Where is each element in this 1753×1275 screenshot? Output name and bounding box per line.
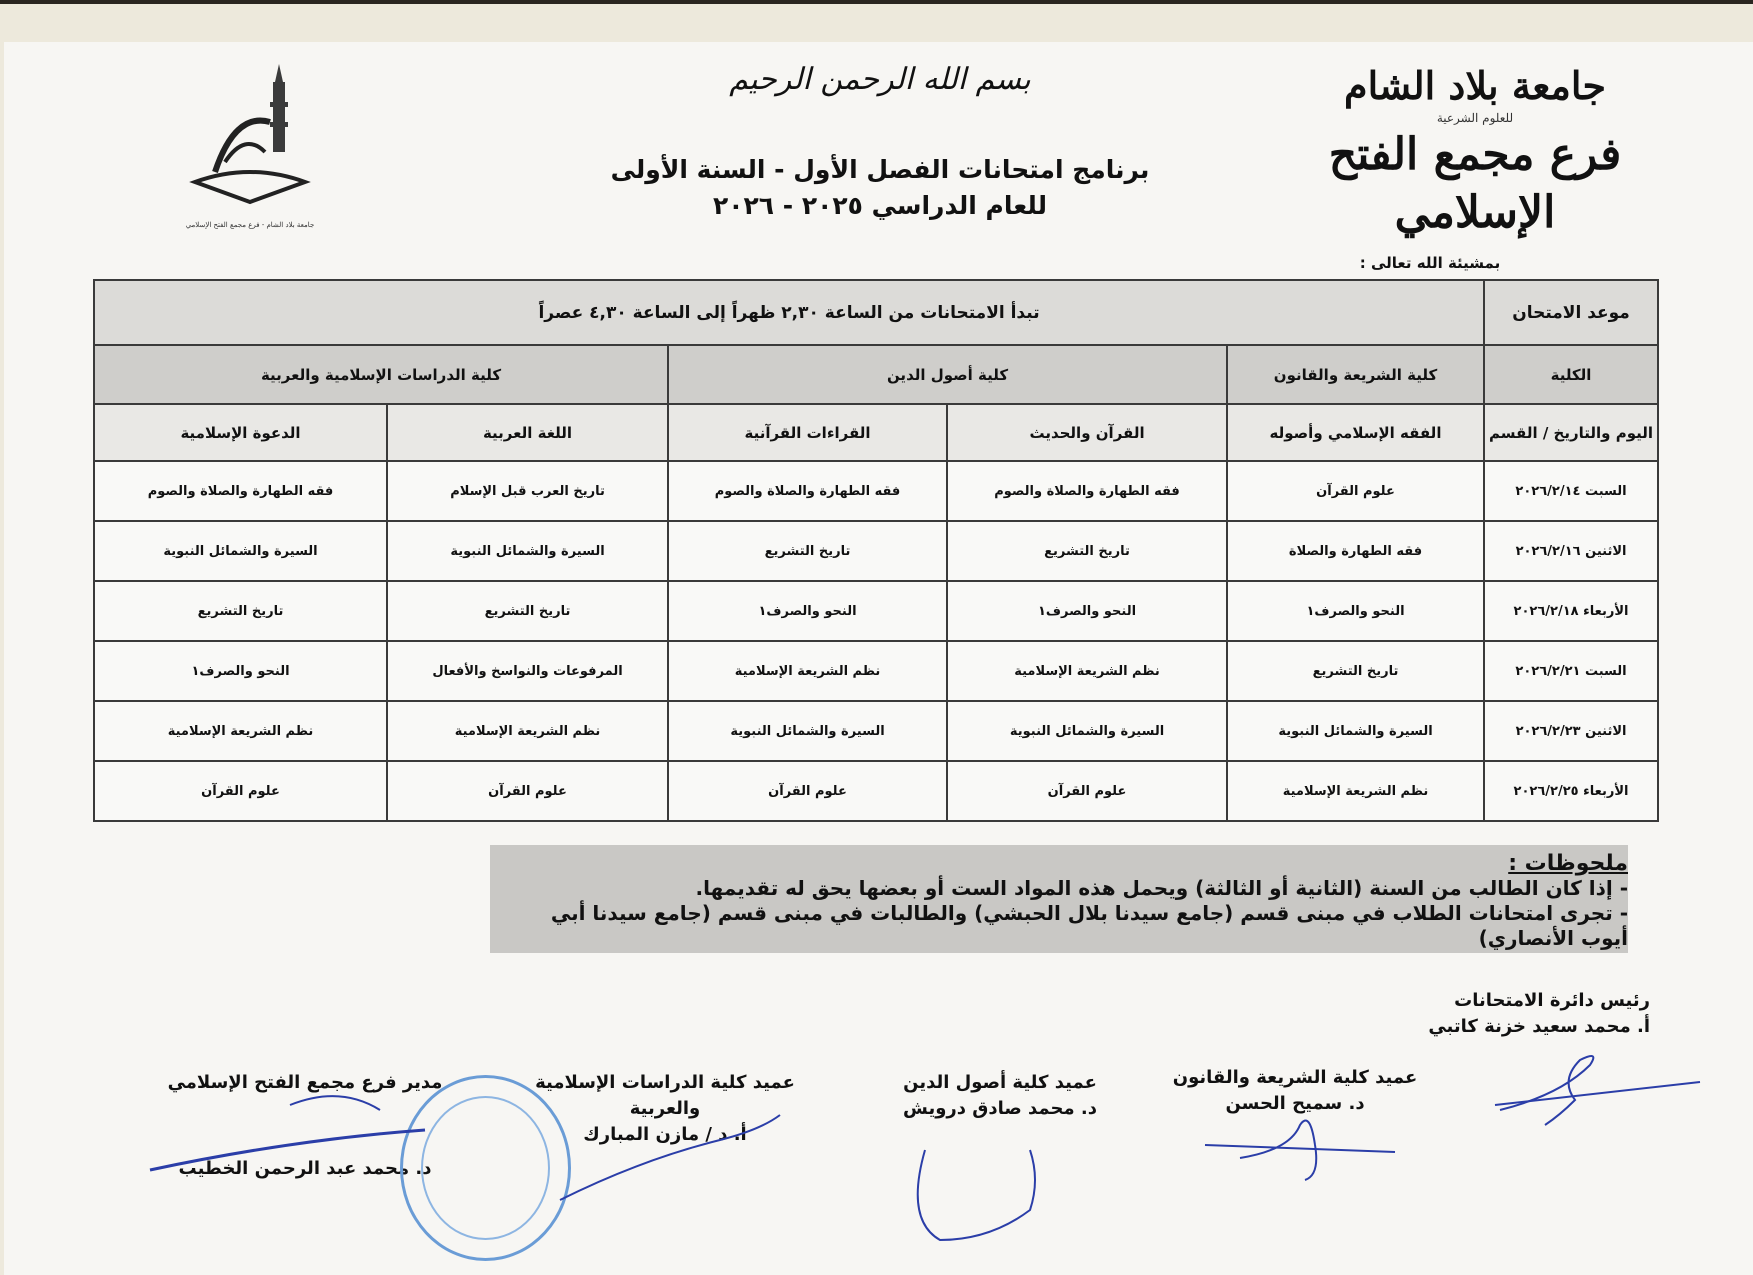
exam-subject: السيرة والشمائل النبوية bbox=[947, 701, 1227, 761]
exam-subject: السيرة والشمائل النبوية bbox=[668, 701, 947, 761]
signature-name: أ. د / مازن المبارك bbox=[583, 1124, 747, 1145]
exam-subject: فقه الطهارة والصلاة والصوم bbox=[668, 461, 947, 521]
exam-subject: النحو والصرف١ bbox=[947, 581, 1227, 641]
exam-subject: فقه الطهارة والصلاة bbox=[1227, 521, 1484, 581]
notes-heading: ملحوظات : bbox=[1508, 851, 1628, 876]
faculty-sharia: كلية الشريعة والقانون bbox=[1227, 345, 1484, 404]
exam-subject: علوم القرآن bbox=[94, 761, 387, 821]
title-line-2: للعام الدراسي ٢٠٢٥ - ٢٠٢٦ bbox=[713, 191, 1047, 220]
exam-subject: تاريخ التشريع bbox=[947, 521, 1227, 581]
note-item: - تجرى امتحانات الطلاب في مبنى قسم (جامع سيدنا بلال الحبشي) والطالبات في مبنى قسم (جامع سيدنا أبي أيوب الأنصاري) bbox=[550, 901, 1628, 950]
exam-subject: تاريخ التشريع bbox=[668, 521, 947, 581]
exam-subject: نظم الشريعة الإسلامية bbox=[947, 641, 1227, 701]
exam-subject: علوم القرآن bbox=[668, 761, 947, 821]
signature-title: رئيس دائرة الامتحانات bbox=[1454, 990, 1650, 1011]
emblem-caption: جامعة بلاد الشام - فرع مجمع الفتح الإسلامي bbox=[185, 221, 315, 229]
signature-title: عميد كلية الدراسات الإسلامية والعربية bbox=[535, 1072, 795, 1119]
signature-stroke bbox=[290, 1096, 380, 1110]
exam-subject: علوم القرآن bbox=[947, 761, 1227, 821]
exam-subject: السيرة والشمائل النبوية bbox=[94, 521, 387, 581]
signature-title: عميد كلية أصول الدين bbox=[903, 1072, 1097, 1093]
exam-subject: تاريخ العرب قبل الإسلام bbox=[387, 461, 668, 521]
exam-time-label: موعد الامتحان bbox=[1484, 280, 1658, 345]
exam-subject: فقه الطهارة والصلاة والصوم bbox=[94, 461, 387, 521]
department-header: الدعوة الإسلامية bbox=[94, 404, 387, 461]
exam-subject: نظم الشريعة الإسلامية bbox=[668, 641, 947, 701]
signature-title: عميد كلية الشريعة والقانون bbox=[1172, 1067, 1418, 1088]
exam-date: الاثنين ٢٠٢٦/٢/٢٣ bbox=[1484, 701, 1658, 761]
signature-stroke bbox=[560, 1115, 780, 1200]
brand-line-1: جامعة بلاد الشام bbox=[1344, 63, 1606, 108]
department-header: القرآن والحديث bbox=[947, 404, 1227, 461]
signature-stroke bbox=[918, 1150, 1035, 1240]
signature-stroke bbox=[1240, 1121, 1316, 1181]
exam-subject: النحو والصرف١ bbox=[668, 581, 947, 641]
exam-subject: تاريخ التشريع bbox=[387, 581, 668, 641]
exam-subject: النحو والصرف١ bbox=[94, 641, 387, 701]
exam-date: السبت ٢٠٢٦/٢/١٤ bbox=[1484, 461, 1658, 521]
exam-subject: نظم الشريعة الإسلامية bbox=[387, 701, 668, 761]
signature-name: د. محمد عبد الرحمن الخطيب bbox=[178, 1158, 432, 1179]
note-item: - إذا كان الطالب من السنة (الثانية أو الثالثة) ويحمل هذه المواد الست أو بعضها يحق له تقديمها. bbox=[695, 876, 1628, 900]
signature-stroke bbox=[150, 1130, 425, 1170]
exam-subject: النحو والصرف١ bbox=[1227, 581, 1484, 641]
department-label: اليوم والتاريخ / القسم bbox=[1484, 404, 1658, 461]
exam-subject: نظم الشريعة الإسلامية bbox=[1227, 761, 1484, 821]
preamble-text: بمشيئة الله تعالى : bbox=[1359, 254, 1501, 272]
brand-line-3: فرع مجمع الفتح الإسلامي bbox=[1328, 129, 1622, 238]
exam-subject: علوم القرآن bbox=[387, 761, 668, 821]
exam-subject: علوم القرآن bbox=[1227, 461, 1484, 521]
signature-stroke bbox=[1205, 1145, 1395, 1152]
basmala: بسم الله الرحمن الرحيم bbox=[729, 62, 1031, 97]
signature-title: مدير فرع مجمع الفتح الإسلامي bbox=[167, 1072, 443, 1093]
signature-name: أ. محمد سعيد خزنة كاتبي bbox=[1428, 1016, 1650, 1037]
faculty-label: الكلية bbox=[1484, 345, 1658, 404]
exam-subject: تاريخ التشريع bbox=[1227, 641, 1484, 701]
exam-time-value: تبدأ الامتحانات من الساعة ٢,٣٠ ظهراً إلى الساعة ٤,٣٠ عصراً bbox=[94, 280, 1484, 345]
brand-line-2: للعلوم الشرعية bbox=[1436, 111, 1514, 125]
exam-date: الاثنين ٢٠٢٦/٢/١٦ bbox=[1484, 521, 1658, 581]
exam-subject: السيرة والشمائل النبوية bbox=[387, 521, 668, 581]
department-header: القراءات القرآنية bbox=[668, 404, 947, 461]
exam-subject: السيرة والشمائل النبوية bbox=[1227, 701, 1484, 761]
exam-date: الأربعاء ٢٠٢٦/٢/١٨ bbox=[1484, 581, 1658, 641]
signature-name: د. سميح الحسن bbox=[1225, 1093, 1365, 1114]
exam-subject: فقه الطهارة والصلاة والصوم bbox=[947, 461, 1227, 521]
signature-stroke bbox=[1500, 1056, 1593, 1125]
exam-subject: نظم الشريعة الإسلامية bbox=[94, 701, 387, 761]
faculty-usul: كلية أصول الدين bbox=[668, 345, 1227, 404]
faculty-islamic-arabic: كلية الدراسات الإسلامية والعربية bbox=[94, 345, 668, 404]
exam-subject: تاريخ التشريع bbox=[94, 581, 387, 641]
title-line-1: برنامج امتحانات الفصل الأول - السنة الأولى bbox=[610, 155, 1150, 184]
signature-name: د. محمد صادق درويش bbox=[903, 1098, 1097, 1119]
department-header: اللغة العربية bbox=[387, 404, 668, 461]
department-header: الفقه الإسلامي وأصوله bbox=[1227, 404, 1484, 461]
exam-date: الأربعاء ٢٠٢٦/٢/٢٥ bbox=[1484, 761, 1658, 821]
exam-date: السبت ٢٠٢٦/٢/٢١ bbox=[1484, 641, 1658, 701]
exam-subject: المرفوعات والنواسخ والأفعال bbox=[387, 641, 668, 701]
